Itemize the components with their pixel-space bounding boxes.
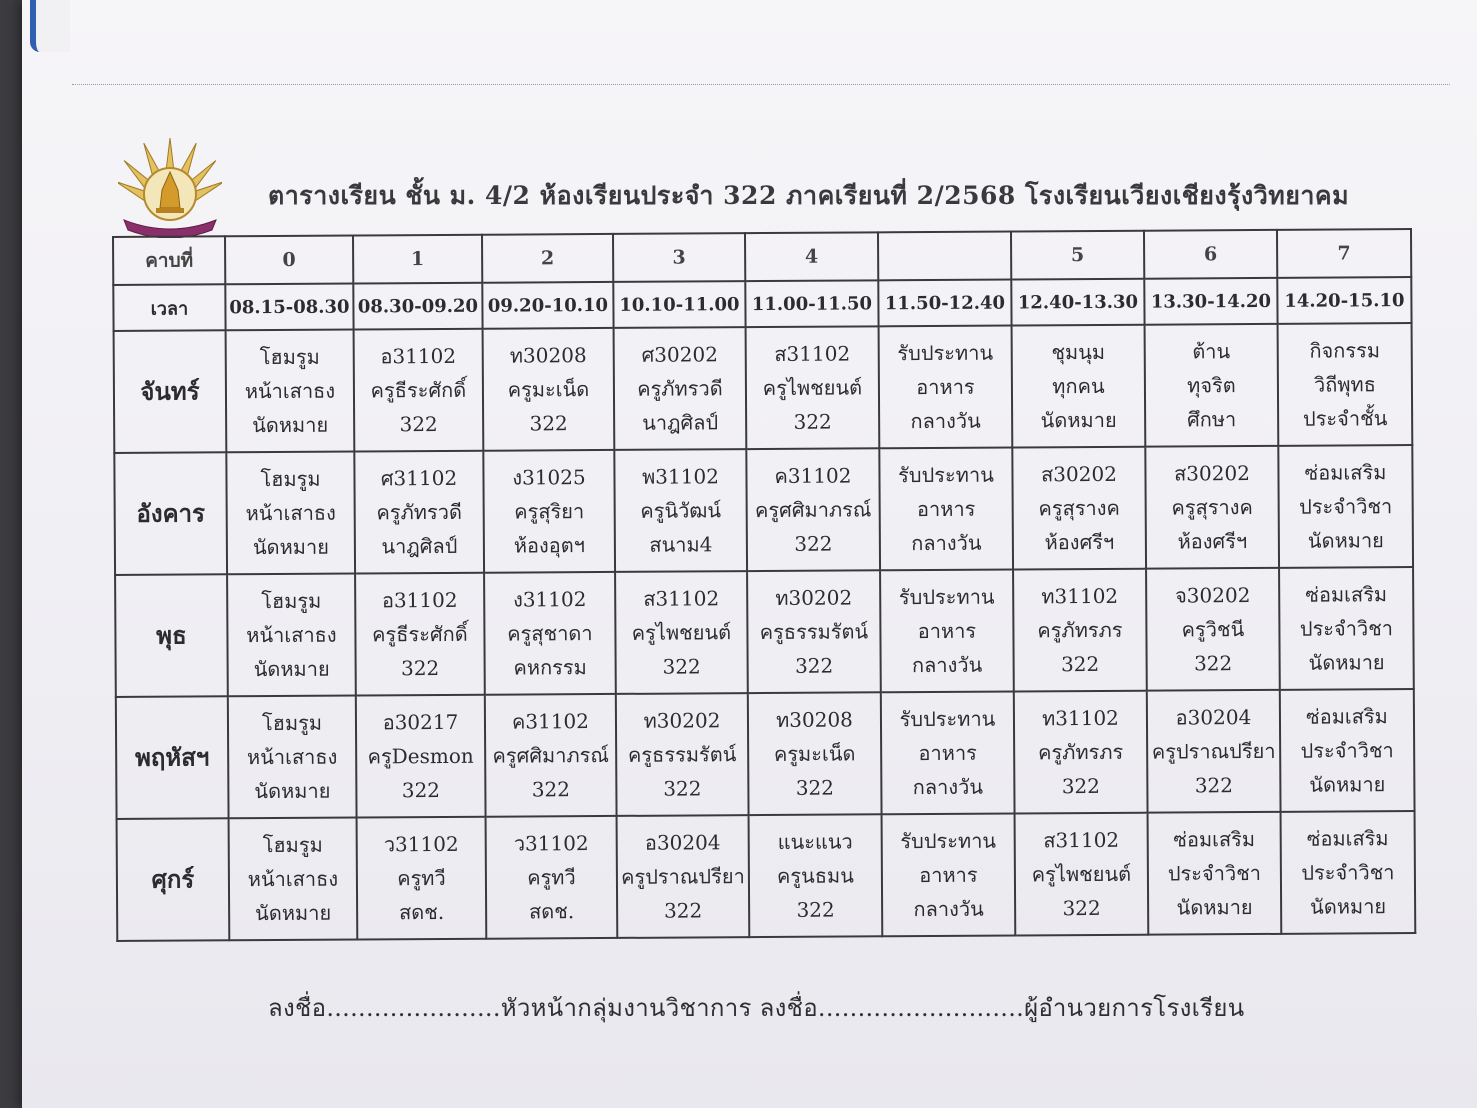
cell-line: ท30202 <box>643 708 721 733</box>
cell-line: ง31102 <box>512 587 587 612</box>
cell-line: ต้าน <box>1192 339 1231 364</box>
cell-line: กิจกรรม <box>1309 338 1381 363</box>
cell-line: โฮมรูม <box>261 588 322 614</box>
time-slot: 14.20-15.10 <box>1277 277 1411 324</box>
page-title: ตารางเรียน ชั้น ม. 4/2 ห้องเรียนประจำ 322 ภาคเรียนที่ 2/2568 โรงเรียนเวียงเชียงรุ้งวิทยาคม <box>268 181 1350 210</box>
cell-line: อาหาร <box>916 496 976 522</box>
cell-line: ครูธีระศักดิ์ <box>370 377 467 403</box>
time-slot: 10.10-11.00 <box>613 281 745 328</box>
time-slot: 08.30-09.20 <box>353 283 482 330</box>
cell-line: รับประทาน <box>898 462 994 488</box>
cell-line: 322 <box>1062 895 1101 921</box>
period-number: 1 <box>353 235 482 284</box>
cell-line: นาฎศิลป์ <box>642 410 719 435</box>
cell-line: คหกรรม <box>513 655 587 680</box>
cell-line: 322 <box>1060 651 1100 677</box>
class-cell <box>483 450 615 573</box>
period-number <box>878 232 1011 281</box>
class-cell <box>1278 445 1413 568</box>
class-cell <box>1145 446 1279 569</box>
cell-line: ซ่อมเสริม <box>1173 827 1256 852</box>
cell-line: ครูธรรมรัตน์ <box>627 742 737 767</box>
cell-line: รับประทาน <box>898 584 995 610</box>
day-name: พุธ <box>115 574 228 697</box>
cell-line: ครูสุริยา <box>514 499 585 524</box>
class-cell <box>1145 324 1279 447</box>
time-slot: 11.50-12.40 <box>878 280 1011 327</box>
class-cell <box>1146 568 1280 691</box>
cell-line: หน้าเสาธง <box>245 500 336 526</box>
cell-line: อ31102 <box>381 587 458 613</box>
cell-line: หน้าเสาธง <box>246 744 338 770</box>
class-cell <box>614 327 747 450</box>
class-cell <box>746 326 880 449</box>
cell-line: ซ่อมเสริม <box>1306 704 1388 729</box>
time-row <box>113 277 1411 331</box>
class-cell <box>486 816 618 939</box>
class-cell <box>1013 569 1147 692</box>
cell-line: ครูสุชาดา <box>507 621 593 646</box>
time-label: เวลา <box>113 284 225 331</box>
cell-line: ครูไพชยนต์ <box>1031 861 1132 887</box>
class-cell <box>880 570 1014 693</box>
day-name: พฤหัสฯ <box>116 696 229 819</box>
cell-line: อาหาร <box>918 740 977 766</box>
class-cell <box>226 330 355 453</box>
class-cell <box>616 693 749 816</box>
class-cell <box>1147 690 1281 813</box>
cell-line: ครูมะเน็ด <box>507 377 590 402</box>
cell-line: แนะแนว <box>777 829 853 854</box>
class-cell <box>1012 325 1146 448</box>
cell-line: หน้าเสาธง <box>244 378 336 404</box>
day-row <box>117 811 1416 941</box>
dotted-rule <box>72 84 1450 85</box>
period-number: 4 <box>745 232 878 281</box>
cell-line: ค31102 <box>511 709 590 734</box>
time-slot: 13.30-14.20 <box>1144 278 1277 325</box>
cell-line: ว31102 <box>383 831 459 857</box>
period-number: 5 <box>1011 231 1144 280</box>
cell-line: ครูธีระศักดิ์ <box>372 621 468 647</box>
cell-line: ห้องศรีฯ <box>1177 529 1248 554</box>
folder-corner <box>30 0 70 52</box>
cell-line: อาหาร <box>917 618 977 644</box>
cell-line: โฮมรูม <box>262 832 323 858</box>
cell-line: ครูปราณปรียา <box>620 864 745 889</box>
cell-line: อ30204 <box>644 830 721 855</box>
cell-line: ครูวิชนี <box>1181 617 1245 642</box>
cell-line: 322 <box>529 411 568 436</box>
class-cell <box>748 692 882 815</box>
cell-line: ท30208 <box>775 707 853 732</box>
cell-line: 322 <box>1193 651 1233 676</box>
cell-line: ห้องศรีฯ <box>1044 529 1115 555</box>
period-number: 0 <box>225 236 353 285</box>
timetable-container <box>112 228 1416 942</box>
cell-line: ครูนิวัฒน์ <box>640 498 722 523</box>
cell-line: ประจำวิชา <box>1301 860 1395 885</box>
cell-line: ครูสุรางค <box>1038 495 1120 521</box>
cell-line: ส31102 <box>774 341 851 366</box>
class-cell <box>1281 811 1416 934</box>
cell-line: สดช. <box>398 899 445 925</box>
class-cell <box>1278 323 1413 446</box>
cell-line: 322 <box>793 409 832 434</box>
class-cell <box>1280 689 1415 812</box>
cell-line: ท31102 <box>1041 583 1119 609</box>
class-cell <box>615 571 748 694</box>
cell-line: ชุมนุม <box>1051 339 1106 365</box>
cell-line: ส31102 <box>1043 827 1120 853</box>
class-cell <box>484 572 616 695</box>
class-cell <box>354 451 484 574</box>
class-cell <box>881 691 1015 814</box>
class-cell <box>354 329 484 452</box>
cell-line: กลางวัน <box>910 408 981 434</box>
cell-line: ครูสุรางค <box>1171 495 1253 520</box>
cell-line: ศ30202 <box>641 342 718 367</box>
class-cell <box>617 815 750 938</box>
class-cell <box>1279 567 1414 690</box>
class-cell <box>747 570 881 693</box>
class-cell <box>227 574 356 697</box>
cell-line: นัดหมาย <box>1040 407 1117 433</box>
day-name: จันทร์ <box>114 330 227 453</box>
cell-line: ครูไพชยนต์ <box>631 620 732 645</box>
cell-line: นัดหมาย <box>253 656 330 682</box>
day-row <box>114 323 1413 453</box>
time-slot: 08.15-08.30 <box>225 284 353 331</box>
cell-line: ประจำชั้น <box>1302 406 1388 431</box>
cell-line: ส30202 <box>1173 461 1250 486</box>
cell-line: ท31102 <box>1041 705 1119 731</box>
cell-line: นัดหมาย <box>255 900 332 926</box>
cell-line: ทุจริต <box>1187 373 1236 398</box>
cell-line: นัดหมาย <box>1309 772 1386 797</box>
cell-line: 322 <box>531 777 571 802</box>
cell-line: 322 <box>401 778 441 803</box>
cell-line: 322 <box>663 898 703 923</box>
period-number: 7 <box>1277 229 1411 278</box>
class-cell <box>1015 813 1149 936</box>
class-cell <box>749 814 883 937</box>
cell-line: กลางวัน <box>911 652 983 678</box>
cell-line: 322 <box>663 776 702 801</box>
cell-line: 322 <box>1194 773 1234 798</box>
class-cell <box>882 813 1016 936</box>
cell-line: ครูธรรมรัตน์ <box>759 619 869 645</box>
cell-line: กลางวัน <box>913 896 984 922</box>
cell-line: นัดหมาย <box>254 778 331 804</box>
time-slot: 12.40-13.30 <box>1011 279 1144 326</box>
class-cell <box>229 818 358 941</box>
cell-line: โฮมรูม <box>259 344 320 370</box>
cell-line: ซ่อมเสริม <box>1306 826 1389 851</box>
cell-line: ครูทวี <box>527 865 576 890</box>
cell-line: ศ31102 <box>380 465 458 491</box>
cell-line: โฮมรูม <box>260 466 321 492</box>
cell-line: นาฎศิลป์ <box>381 533 458 559</box>
cell-line: ครูนธมน <box>776 863 854 888</box>
school-logo-icon <box>118 130 222 238</box>
period-number: 6 <box>1144 230 1277 279</box>
cell-line: ทุกคน <box>1052 373 1105 399</box>
class-cell <box>614 449 747 572</box>
cell-line: ครูศศิมาภรณ์ <box>492 742 609 768</box>
cell-line: วิถีพุทธ <box>1313 372 1376 397</box>
period-label: คาบที่ <box>113 236 225 285</box>
cell-line: ส30202 <box>1040 461 1117 487</box>
cell-line: นัดหมาย <box>1307 528 1384 553</box>
cell-line: ครูทวี <box>397 865 446 891</box>
cell-line: ครูไพชยนต์ <box>762 375 863 401</box>
cell-line: พ31102 <box>642 464 719 489</box>
cell-line: ว31102 <box>513 831 589 856</box>
cell-line: กลางวัน <box>911 530 982 556</box>
class-cell <box>356 695 486 818</box>
day-name: อังคาร <box>114 452 227 575</box>
cell-line: นัดหมาย <box>252 412 329 438</box>
cell-line: 322 <box>795 775 835 800</box>
cell-line: สนาม4 <box>649 532 713 557</box>
cell-line: ง31025 <box>512 465 586 490</box>
cell-line: ค31102 <box>774 463 852 488</box>
cell-line: ครูภัทรภร <box>1037 617 1123 643</box>
paper-sheet <box>22 0 1477 1108</box>
cell-line: โฮมรูม <box>261 710 323 736</box>
cell-line: 322 <box>662 654 701 679</box>
cell-line: ประจำวิชา <box>1299 616 1394 641</box>
cell-line: ท30202 <box>775 585 853 610</box>
cell-line: ประจำวิชา <box>1167 860 1262 886</box>
cell-line: 322 <box>796 897 835 922</box>
class-cell <box>228 696 357 819</box>
cell-line: ประจำวิชา <box>1299 494 1393 519</box>
cell-line: รับประทาน <box>897 340 994 366</box>
cell-line: 322 <box>794 531 833 556</box>
cell-line: ครูภัทรวดี <box>376 499 462 525</box>
class-cell <box>226 452 355 575</box>
cell-line: 322 <box>794 653 834 678</box>
class-cell <box>879 326 1013 449</box>
cell-line: รับประทาน <box>899 706 996 732</box>
day-name: ศุกร์ <box>117 818 230 941</box>
cell-line: ครูปราณปรียา <box>1151 738 1276 764</box>
period-number: 3 <box>613 233 745 282</box>
class-cell <box>357 817 487 940</box>
cell-line: ครูภัทรวดี <box>637 376 723 401</box>
cell-line: ท30208 <box>509 343 587 368</box>
class-cell <box>355 573 485 696</box>
cell-line: กลางวัน <box>912 774 984 800</box>
period-header-row <box>113 229 1411 285</box>
period-number: 2 <box>482 234 613 283</box>
cell-line: ส31102 <box>643 586 720 611</box>
cell-line: อาหาร <box>919 862 978 888</box>
cell-line: 322 <box>399 412 438 437</box>
cell-line: ซ่อมเสริม <box>1304 460 1387 485</box>
cell-line: ครูDesmon <box>367 743 474 769</box>
class-cell <box>746 448 880 571</box>
cell-line: ซ่อมเสริม <box>1305 582 1388 607</box>
cell-line: อาหาร <box>916 374 975 400</box>
cell-line: จ30202 <box>1174 583 1251 608</box>
cell-line: รับประทาน <box>900 828 997 854</box>
day-row <box>115 567 1414 697</box>
cell-line: สดช. <box>528 899 575 924</box>
day-row <box>116 689 1415 819</box>
signature-line: ลงชื่อ......................หัวหน้ากลุ่มงานวิชาการ ลงชื่อ..........................ผู้อำนวยการโรงเรียน <box>268 994 1245 1022</box>
cell-line: นัดหมาย <box>1308 650 1385 675</box>
cell-line: ศึกษา <box>1186 407 1237 432</box>
cell-line: นัดหมาย <box>252 534 329 560</box>
time-slot: 11.00-11.50 <box>745 280 878 327</box>
cell-line: หน้าเสาธง <box>247 866 339 892</box>
class-cell <box>1012 447 1146 570</box>
cell-line: ห้องอุตฯ <box>513 533 586 558</box>
timetable <box>112 228 1416 942</box>
cell-line: 322 <box>400 656 440 681</box>
cell-line: อ31102 <box>380 343 457 369</box>
cell-line: อ30204 <box>1175 705 1252 730</box>
cell-line: ครูมะเน็ด <box>773 741 856 766</box>
class-cell <box>1014 691 1148 814</box>
cell-line: ครูศศิมาภรณ์ <box>754 497 872 523</box>
cell-line: นัดหมาย <box>1176 895 1253 920</box>
cell-line: นัดหมาย <box>1310 894 1387 919</box>
cell-line: ครูภัทรภร <box>1038 739 1124 765</box>
class-cell <box>879 448 1013 571</box>
cell-line: หน้าเสาธง <box>246 622 337 648</box>
cell-line: ประจำวิชา <box>1300 738 1394 763</box>
day-row <box>114 445 1413 575</box>
class-cell <box>1148 812 1282 935</box>
class-cell <box>485 694 617 817</box>
cell-line: 322 <box>1061 773 1101 799</box>
class-cell <box>483 328 615 451</box>
cell-line: อ30217 <box>382 709 459 735</box>
time-slot: 09.20-10.10 <box>482 282 613 329</box>
